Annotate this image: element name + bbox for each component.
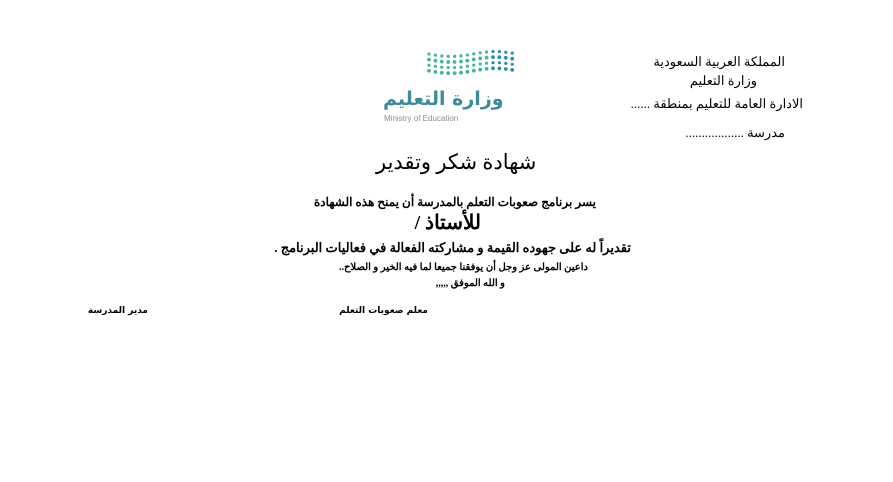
certificate-recipient: للأستاذ / [414, 212, 481, 234]
logo-english-text: Ministry of Education [384, 114, 459, 123]
school-name: مدرسة .................. [685, 125, 785, 140]
signature-principal: مدير المدرسة [87, 306, 148, 316]
ministry-name: وزارة التعليم [689, 73, 757, 88]
certificate-appreciation: تقديراً له على جهوده القيمة و مشاركته الفعالة في فعاليات البرنامج . [274, 240, 631, 255]
kingdom-name: المملكة العربية السعودية [653, 54, 785, 69]
ministry-logo-icon [381, 48, 521, 124]
logo-arabic-text: وزارة التعليم [383, 88, 504, 110]
certificate-prayer: داعين المولى عز وجل أن يوفقنا جميعا لما فيه الخير و الصلاح.. [339, 262, 588, 273]
directorate-name: الادارة العامة للتعليم بمنطقة ...... [630, 96, 803, 111]
certificate-closing: و الله الموفق ,,,,, [435, 278, 505, 289]
signature-teacher: معلم صعوبات التعلم [339, 306, 428, 316]
certificate-intro: يسر برنامج صعوبات التعلم بالمدرسة أن يمنح هذه الشهادة [313, 195, 596, 209]
certificate-title: شهادة شكر وتقدير [376, 150, 537, 174]
